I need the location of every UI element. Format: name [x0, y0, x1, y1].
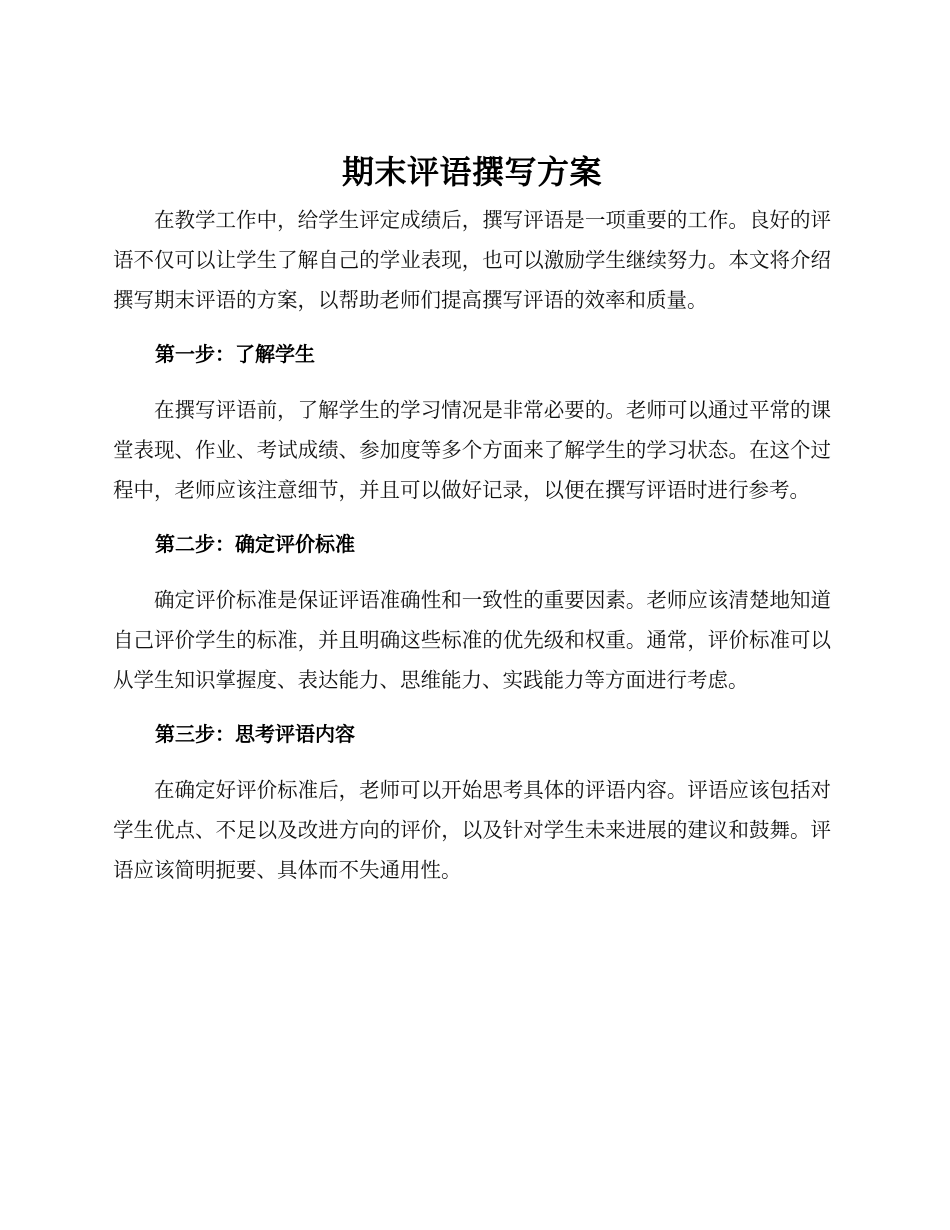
section-paragraph-step-3: 在确定好评价标准后，老师可以开始思考具体的评语内容。评语应该包括对学生优点、不足以及改进方向的评价，以及针对学生未来进展的建议和鼓舞。评语应该简明扼要、具体而不失通用性。: [113, 778, 831, 882]
section-paragraph-step-1: 在撰写评语前，了解学生的学习情况是非常必要的。老师可以通过平常的课堂表现、作业、考试成绩、参加度等多个方面来了解学生的学习状态。在这个过程中，老师应该注意细节，并且可以做好记录，以便在撰写评语时进行参考。: [113, 398, 831, 502]
intro-paragraph: 在教学工作中，给学生评定成绩后，撰写评语是一项重要的工作。良好的评语不仅可以让学生了解自己的学业表现，也可以激励学生继续努力。本文将介绍撰写期末评语的方案，以帮助老师们提高撰写评语的效率和质量。: [113, 208, 831, 312]
section-heading-step-3: 第三步：思考评语内容: [155, 722, 355, 746]
document-title: 期末评语撰写方案: [341, 153, 602, 191]
section-heading-step-2: 第二步：确定评价标准: [155, 532, 355, 556]
section-paragraph-step-2: 确定评价标准是保证评语准确性和一致性的重要因素。老师应该清楚地知道自己评价学生的标准，并且明确这些标准的优先级和权重。通常，评价标准可以从学生知识掌握度、表达能力、思维能力、实践能力等方面进行考虑。: [113, 588, 831, 692]
section-heading-step-1: 第一步：了解学生: [155, 342, 315, 366]
document-body: [113, 146, 831, 890]
